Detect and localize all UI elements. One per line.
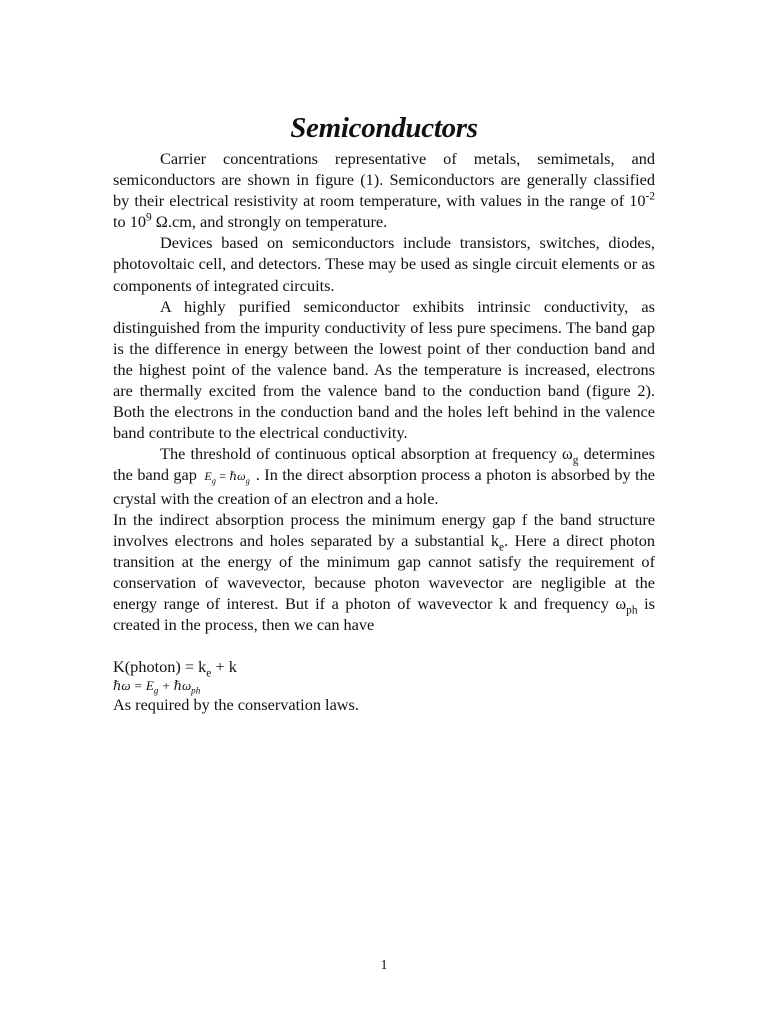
- energy-conservation-formula: [113, 677, 655, 694]
- subscript: g: [245, 476, 250, 486]
- subscript: ph: [626, 604, 638, 617]
- document-page: [113, 108, 655, 715]
- subscript: ph: [191, 685, 201, 696]
- superscript: 9: [146, 211, 152, 224]
- momentum-conservation-formula: [113, 656, 655, 680]
- formula-text: + ℏω: [158, 678, 192, 694]
- paragraph-text: Carrier concentrations representative of metals, semimetals, and semiconductors are shown in figure (1). Semiconductors are generally classified by their electrical resistivity at room temperature, with values in the range of 10: [113, 149, 655, 211]
- equation-term: E: [204, 469, 212, 484]
- paragraph-text: determines the band gap: [113, 444, 656, 485]
- formula-text: ℏω = E: [113, 678, 154, 694]
- band-gap-equation: [204, 469, 250, 486]
- paragraph-text: . Here a direct photon transition at the energy of the minimum gap cannot satisfy the requirement of conservation of wavevector, because photon wavevector are negligible at the energy range of interest. But if a photon of wavevector k and frequency ω: [113, 530, 656, 613]
- formula-text: + k: [211, 657, 237, 677]
- paragraph-text: . In the direct absorption process a photon is absorbed by the crystal with the creation of an electron and a hole.: [113, 465, 655, 508]
- paragraph-text: Ω.cm, and strongly on temperature.: [151, 212, 388, 232]
- paragraph-text: The threshold of continuous optical absorption at frequency ω: [160, 444, 573, 464]
- paragraph-intrinsic-conductivity: A highly purified semiconductor exhibits intrinsic conductivity, as distinguished from the impurity conductivity of less pure specimens. The band gap is the difference in energy between the lowest point of ther conduction band and the highest point of the valence band. As the temperature is increased, electrons are thermally excited from the valence band to the conduction band (figure 2). Both the electrons in the conduction band and the holes left behind in the valence band contribute to the electrical conductivity.: [113, 296, 655, 443]
- paragraph-resistivity: [113, 148, 655, 232]
- subscript: g: [153, 685, 159, 696]
- equation-term: ℏω: [229, 469, 246, 484]
- document-title: Semiconductors: [290, 112, 478, 144]
- formula-text: K(photon) = k: [113, 657, 207, 677]
- paragraph-devices: Devices based on semiconductors include transistors, switches, diodes, photovoltaic cell, and detectors. These may be used as single circuit elements or as components of integrated circuits.: [113, 233, 655, 295]
- paragraph-optical-absorption: [113, 443, 655, 508]
- subscript: g: [572, 454, 579, 467]
- paragraph-text: In the indirect absorption process the minimum energy gap f the band structure involves electrons and holes separated by a substantial k: [113, 509, 655, 550]
- closing-sentence: As required by the conservation laws.: [113, 695, 359, 715]
- spacer: [113, 635, 655, 656]
- paragraph-text: to 10: [113, 212, 147, 232]
- subscript: e: [499, 540, 505, 553]
- page-number: 1: [380, 958, 388, 973]
- paragraph-text: is created in the process, then we can have: [113, 593, 655, 635]
- subscript: e: [206, 667, 212, 680]
- superscript: -2: [645, 190, 655, 203]
- subscript: g: [211, 476, 216, 486]
- equation-operator: =: [215, 469, 230, 484]
- paragraph-indirect-absorption: [113, 509, 655, 636]
